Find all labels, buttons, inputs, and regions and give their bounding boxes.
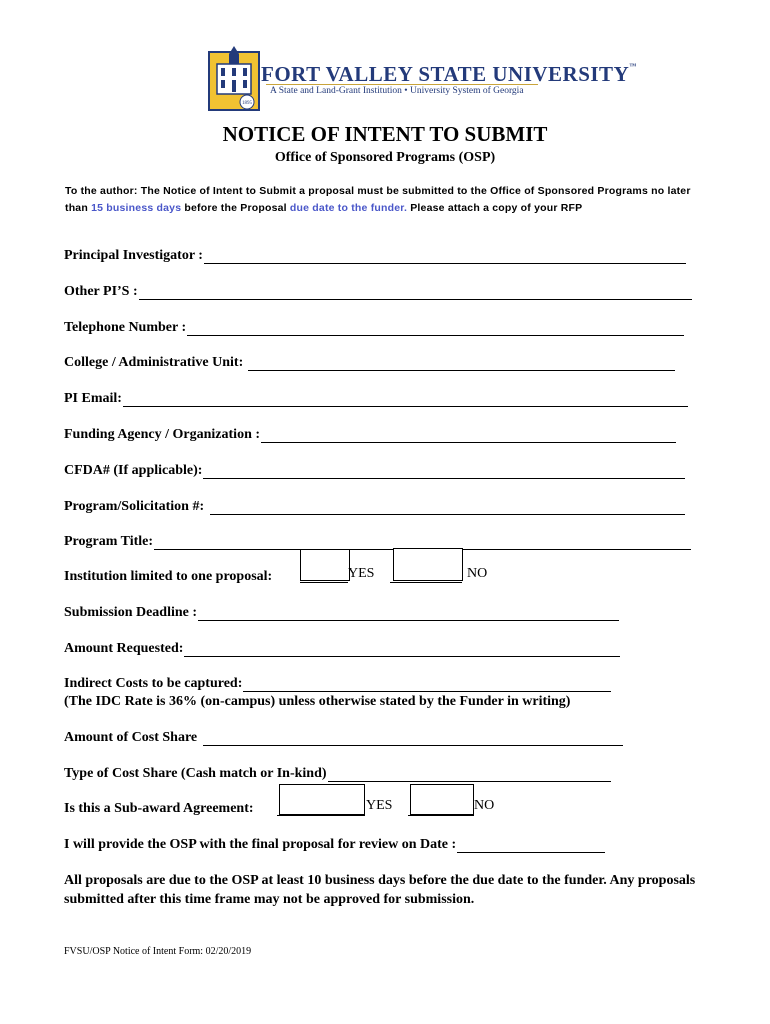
- university-logo: [203, 44, 637, 114]
- field-type-cost-share: [64, 764, 611, 782]
- indirect-costs-input[interactable]: [243, 677, 611, 692]
- field-label: Program/Solicitation #:: [64, 499, 205, 514]
- other-pis-input[interactable]: [139, 285, 692, 300]
- form-footer: FVSU/OSP Notice of Intent Form: 02/20/2019: [64, 946, 252, 957]
- amount-cost-share-input[interactable]: [203, 731, 623, 746]
- field-label: Institution limited to one proposal:: [64, 569, 273, 584]
- closing-statement: All proposals are due to the OSP at least 10 business days before the due date to the funder. Any proposals submitted after this time frame may not be approved for submission.: [64, 873, 696, 907]
- amount-requested-input[interactable]: [184, 642, 620, 657]
- field-indirect-costs: [64, 674, 611, 692]
- no-label: NO: [467, 566, 488, 581]
- field-label: PI Email:: [64, 391, 122, 406]
- subaward-no-label: NO: [474, 798, 495, 813]
- field-label: Is this a Sub-award Agreement:: [64, 801, 254, 816]
- subaward-no-checkbox[interactable]: [410, 784, 474, 815]
- subaward-yes-checkbox[interactable]: [279, 784, 365, 815]
- field-label: I will provide the OSP with the final proposal for review on Date :: [64, 837, 457, 852]
- final-proposal-date-input[interactable]: [457, 838, 605, 853]
- field-label: Principal Investigator :: [64, 248, 203, 263]
- field-label: Submission Deadline :: [64, 605, 198, 620]
- yes-underline: [300, 582, 348, 583]
- field-college: [64, 353, 675, 371]
- field-label: Indirect Costs to be captured:: [64, 676, 243, 691]
- field-label: Amount Requested:: [64, 641, 184, 656]
- field-institution-limited: [64, 567, 272, 585]
- field-label: Other PI’S :: [64, 284, 138, 299]
- field-label: Amount of Cost Share: [64, 730, 198, 745]
- field-label: Type of Cost Share (Cash match or In-kind): [64, 766, 327, 781]
- field-funding-agency: [64, 425, 676, 443]
- type-cost-share-input[interactable]: [328, 767, 611, 782]
- idc-rate-note: (The IDC Rate is 36% (on-campus) unless otherwise stated by the Funder in writing): [64, 694, 571, 709]
- subaward-yes-underline: [277, 815, 365, 816]
- field-submission-deadline: [64, 603, 619, 621]
- field-amount-requested: [64, 639, 620, 657]
- field-label: Program Title:: [64, 534, 154, 549]
- university-tagline: A State and Land-Grant Institution • University System of Georgia: [270, 86, 524, 96]
- field-label: Telephone Number :: [64, 320, 187, 335]
- field-pi-email: [64, 389, 688, 407]
- university-seal-icon: [203, 44, 265, 112]
- field-program-solicitation: [64, 497, 685, 515]
- pi-email-input[interactable]: [123, 392, 688, 407]
- institution-limited-yes-checkbox[interactable]: [300, 549, 350, 581]
- yes-label: YES: [348, 566, 375, 581]
- author-instructions: To the author: The Notice of Intent to Submit a proposal must be submitted to the Office of Sponsored Programs no later than 15 business days before the Proposal due date to the funder. Please attach a copy of your RFP: [65, 185, 691, 214]
- field-label: Funding Agency / Organization :: [64, 427, 261, 442]
- field-telephone: [64, 318, 684, 336]
- field-other-pis: [64, 282, 692, 300]
- page-title: NOTICE OF INTENT TO SUBMIT: [222, 122, 548, 146]
- telephone-input[interactable]: [187, 321, 684, 336]
- field-cfda: [64, 461, 685, 479]
- no-underline: [390, 582, 462, 583]
- subaward-no-underline: [408, 815, 474, 816]
- field-amount-cost-share: [64, 728, 623, 746]
- seal-year: 1895: [242, 101, 252, 106]
- field-program-title: [64, 532, 691, 550]
- submission-deadline-input[interactable]: [198, 606, 619, 621]
- principal-investigator-input[interactable]: [204, 249, 686, 264]
- funder-date-highlight: due date to the funder.: [289, 202, 408, 214]
- funding-agency-input[interactable]: [261, 428, 676, 443]
- field-final-proposal-date: [64, 835, 605, 853]
- deadline-highlight: 15 business days: [91, 202, 182, 214]
- cfda-input[interactable]: [203, 464, 685, 479]
- page-subtitle: Office of Sponsored Programs (OSP): [274, 150, 496, 165]
- field-label: CFDA# (If applicable):: [64, 463, 203, 478]
- subaward-yes-label: YES: [366, 798, 393, 813]
- field-label: College / Administrative Unit:: [64, 355, 244, 370]
- college-input[interactable]: [248, 356, 675, 371]
- institution-limited-no-checkbox[interactable]: [393, 548, 463, 581]
- university-name: FORT VALLEY STATE UNIVERSITY™: [261, 62, 637, 86]
- field-principal-investigator: [64, 246, 686, 264]
- program-solicitation-input[interactable]: [210, 500, 685, 515]
- field-subaward: [64, 799, 254, 817]
